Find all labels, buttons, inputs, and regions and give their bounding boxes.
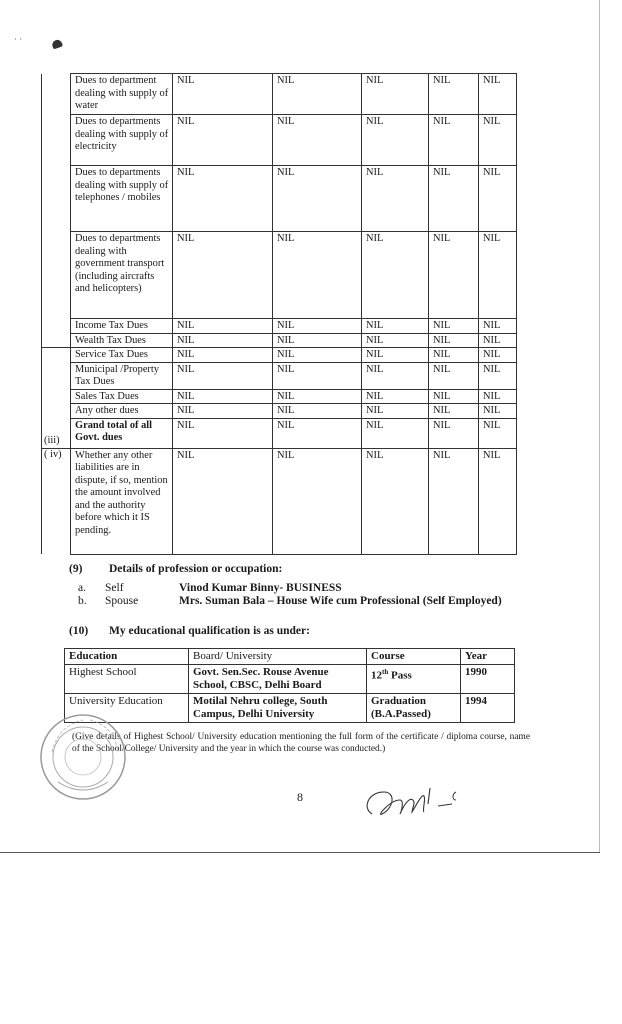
due-value-cell: NIL	[479, 333, 517, 348]
profession-spouse: b. Spouse Mrs. Suman Bala – House Wife cum Professional (Self Employed)	[78, 595, 502, 607]
due-value-cell: NIL	[362, 319, 429, 334]
due-value-cell: NIL	[479, 232, 517, 319]
due-value-cell: NIL	[479, 348, 517, 363]
due-value-cell: NIL	[429, 389, 479, 404]
scan-speck: · ·	[14, 34, 23, 44]
due-value-cell: NIL	[273, 333, 362, 348]
due-value-cell: NIL	[479, 74, 517, 115]
table-row	[42, 362, 517, 389]
table-row	[42, 166, 517, 232]
due-value-cell: NIL	[173, 232, 273, 319]
due-value-cell: NIL	[429, 448, 479, 554]
due-value-cell: NIL	[479, 319, 517, 334]
edu-header-year: Year	[461, 649, 515, 665]
punch-mark	[51, 39, 63, 50]
due-value-cell: NIL	[362, 348, 429, 363]
table-row	[42, 348, 517, 363]
due-value-cell: NIL	[173, 319, 273, 334]
due-value-cell: NIL	[173, 74, 273, 115]
edu-cell-board: Motilal Nehru college, South Campus, Delhi University	[189, 694, 367, 723]
due-value-cell: NIL	[273, 418, 362, 448]
due-item-label: Dues to departments dealing with supply of telephones / mobiles	[71, 166, 173, 232]
due-value-cell: NIL	[479, 166, 517, 232]
profession-self: a. Self Vinod Kumar Binny- BUSINESS	[78, 582, 342, 594]
due-value-cell: NIL	[273, 74, 362, 115]
due-value-cell: NIL	[362, 166, 429, 232]
table-row	[42, 232, 517, 319]
due-value-cell: NIL	[173, 448, 273, 554]
due-value-cell: NIL	[479, 404, 517, 419]
due-value-cell: NIL	[429, 319, 479, 334]
row-index: ( iv)	[42, 448, 71, 554]
govt-dues-table	[41, 73, 517, 555]
edu-cell-education: Highest School	[65, 665, 189, 694]
due-value-cell: NIL	[273, 319, 362, 334]
due-item-label: Dues to departments dealing with supply of electricity	[71, 115, 173, 166]
row-index	[42, 74, 71, 115]
due-value-cell: NIL	[173, 389, 273, 404]
table-row	[65, 665, 515, 694]
due-value-cell: NIL	[429, 348, 479, 363]
due-value-cell: NIL	[273, 348, 362, 363]
due-value-cell: NIL	[429, 362, 479, 389]
due-value-cell: NIL	[173, 418, 273, 448]
due-value-cell: NIL	[173, 115, 273, 166]
due-item-label: Income Tax Dues	[71, 319, 173, 334]
due-value-cell: NIL	[362, 404, 429, 419]
table-row	[42, 389, 517, 404]
due-value-cell: NIL	[273, 404, 362, 419]
page-number: 8	[297, 790, 303, 804]
due-item-label: Service Tax Dues	[71, 348, 173, 363]
table-row	[42, 418, 517, 448]
due-item-label: Whether any other liabilities are in dispute, if so, mention the amount involved and the authority before which it IS pending.	[71, 448, 173, 554]
due-value-cell: NIL	[429, 166, 479, 232]
table-row	[65, 694, 515, 723]
section-10-heading: (10) My educational qualification is as under:	[69, 625, 310, 637]
edu-cell-board: Govt. Sen.Sec. Rouse Avenue School, CBSC, Delhi Board	[189, 665, 367, 694]
row-index	[42, 389, 71, 404]
edu-cell-course: 12th Pass	[367, 665, 461, 694]
due-item-label: Any other dues	[71, 404, 173, 419]
row-index	[42, 115, 71, 166]
education-note: (Give details of Highest School/ University education mentioning the full form of the certificate / diploma course, name of the School/College/ University and the year in which the course was conducted.)	[72, 732, 530, 754]
row-index	[42, 362, 71, 389]
due-item-label: Dues to department dealing with supply of water	[71, 74, 173, 115]
edu-cell-course: Graduation (B.A.Passed)	[367, 694, 461, 723]
due-item-label: Grand total of all Govt. dues	[71, 418, 173, 448]
due-value-cell: NIL	[362, 448, 429, 554]
due-value-cell: NIL	[429, 418, 479, 448]
edu-cell-education: University Education	[65, 694, 189, 723]
due-value-cell: NIL	[362, 115, 429, 166]
row-index	[42, 166, 71, 232]
due-value-cell: NIL	[429, 232, 479, 319]
row-index	[42, 333, 71, 348]
due-value-cell: NIL	[173, 166, 273, 232]
notary-stamp	[38, 712, 128, 802]
edu-header-course: Course	[367, 649, 461, 665]
section-9-heading: (9) Details of profession or occupation:	[69, 563, 283, 575]
page-bottom-edge	[0, 852, 600, 853]
due-value-cell: NIL	[479, 115, 517, 166]
due-value-cell: NIL	[173, 404, 273, 419]
due-value-cell: NIL	[273, 362, 362, 389]
due-value-cell: NIL	[173, 333, 273, 348]
edu-cell-year: 1990	[461, 665, 515, 694]
signature-icon	[360, 770, 470, 830]
due-value-cell: NIL	[429, 333, 479, 348]
edu-header-education: Education	[65, 649, 189, 665]
due-value-cell: NIL	[362, 418, 429, 448]
due-value-cell: NIL	[429, 74, 479, 115]
due-value-cell: NIL	[273, 115, 362, 166]
due-item-label: Dues to departments dealing with government transport (including aircrafts and helicopters)	[71, 232, 173, 319]
table-row	[42, 319, 517, 334]
due-value-cell: NIL	[479, 389, 517, 404]
due-value-cell: NIL	[173, 362, 273, 389]
due-value-cell: NIL	[479, 362, 517, 389]
due-value-cell: NIL	[429, 115, 479, 166]
due-value-cell: NIL	[429, 404, 479, 419]
due-value-cell: NIL	[362, 232, 429, 319]
edu-header-board: Board/ University	[189, 649, 367, 665]
due-value-cell: NIL	[479, 448, 517, 554]
row-index	[42, 348, 71, 363]
due-value-cell: NIL	[362, 362, 429, 389]
table-row	[42, 115, 517, 166]
table-row	[42, 333, 517, 348]
due-value-cell: NIL	[273, 232, 362, 319]
due-value-cell: NIL	[362, 389, 429, 404]
due-item-label: Wealth Tax Dues	[71, 333, 173, 348]
due-value-cell: NIL	[362, 74, 429, 115]
due-value-cell: NIL	[173, 348, 273, 363]
due-value-cell: NIL	[273, 166, 362, 232]
table-row	[42, 74, 517, 115]
table-row	[42, 404, 517, 419]
row-index	[42, 232, 71, 319]
edu-cell-year: 1994	[461, 694, 515, 723]
due-item-label: Sales Tax Dues	[71, 389, 173, 404]
table-row	[42, 448, 517, 554]
education-table	[64, 648, 515, 723]
due-value-cell: NIL	[362, 333, 429, 348]
row-index: (iii)	[42, 418, 71, 448]
due-value-cell: NIL	[273, 389, 362, 404]
due-item-label: Municipal /Property Tax Dues	[71, 362, 173, 389]
due-value-cell: NIL	[479, 418, 517, 448]
row-index	[42, 319, 71, 334]
page-right-edge	[599, 0, 600, 852]
due-value-cell: NIL	[273, 448, 362, 554]
row-index	[42, 404, 71, 419]
